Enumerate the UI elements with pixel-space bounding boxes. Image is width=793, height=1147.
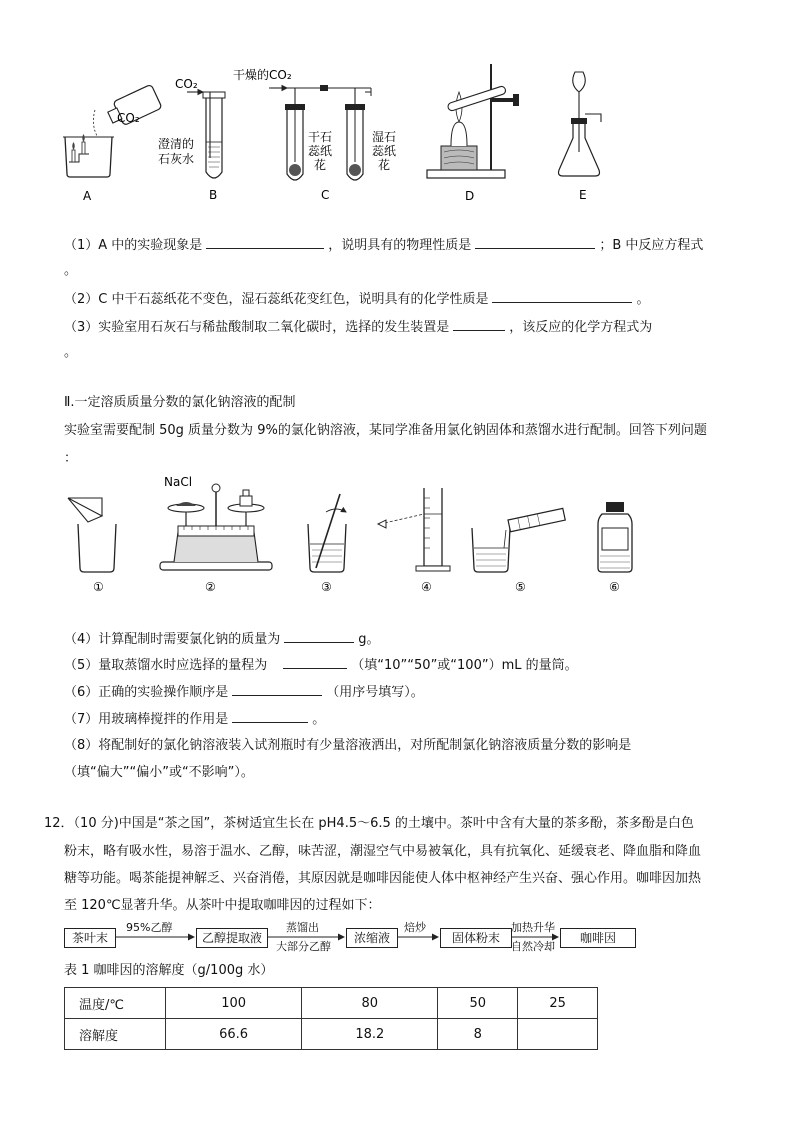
answer-blank-1b[interactable] bbox=[475, 235, 595, 249]
step-label-3: ③ bbox=[321, 580, 332, 594]
q12-line3: 糖等功能。喝茶能提神解乏、兴奋消倦，其原因就是咖啡因能使人体中枢神经产生兴奋、强心作用。咖啡因加热 bbox=[64, 871, 702, 886]
step-3-stirring bbox=[308, 494, 346, 572]
flow-arrow-4-label-bottom: 自然冷却 bbox=[511, 940, 555, 953]
table-cell: 25 bbox=[518, 988, 598, 1019]
step-2-balance bbox=[160, 484, 272, 570]
svg-text:蕊: 蕊 bbox=[372, 144, 385, 158]
table-cell: 温度/℃ bbox=[65, 988, 166, 1019]
table-cell: 8 bbox=[438, 1019, 518, 1050]
question-5: （5）量取蒸馏水时应选择的量程为 （填“10”“50”或“100”）mL 的量筒。 bbox=[64, 655, 578, 675]
table-cell: 80 bbox=[302, 988, 438, 1019]
co2-label-a: CO₂ bbox=[117, 111, 140, 125]
table-caption: 表 1 咖啡因的溶解度（g/100g 水） bbox=[64, 963, 274, 978]
table-row bbox=[65, 1019, 598, 1050]
table-cell: 溶解度 bbox=[65, 1019, 166, 1050]
table-cell: 100 bbox=[166, 988, 302, 1019]
flow-box-tea-powder: 茶叶末 bbox=[64, 928, 116, 948]
question-8-line2: （填“偏大”“偏小”或“不影响”）。 bbox=[64, 765, 254, 780]
apparatus-a bbox=[63, 84, 162, 177]
dry-flower-label bbox=[308, 130, 332, 172]
table-row bbox=[65, 988, 598, 1019]
question-3: （3）实验室用石灰石与稀盐酸制取二氧化碳时，选择的发生装置是 ，该反应的化学方程式为 bbox=[64, 317, 652, 337]
table-cell-empty[interactable] bbox=[518, 1019, 598, 1050]
step-label-4: ④ bbox=[421, 580, 432, 594]
part2-heading: Ⅱ.一定溶质质量分数的氯化钠溶液的配制 bbox=[64, 395, 296, 410]
svg-text:湿: 湿 bbox=[372, 130, 385, 144]
question-4: （4）计算配制时需要氯化钠的质量为 g。 bbox=[64, 629, 380, 649]
step-label-2: ② bbox=[205, 580, 216, 594]
limewater-label-2: 石灰水 bbox=[158, 152, 195, 166]
apparatus-e bbox=[559, 72, 602, 176]
step-label-1: ① bbox=[93, 580, 104, 594]
q12-line2: 粉末，略有吸水性，易溶于温水、乙醇，味苦涩，潮湿空气中易被氧化，具有抗氧化、延缓衰老、降血脂和降血 bbox=[64, 844, 702, 859]
flow-arrows bbox=[0, 915, 793, 955]
svg-text:石: 石 bbox=[320, 130, 333, 144]
svg-text:纸: 纸 bbox=[384, 144, 397, 158]
nacl-label: NaCl bbox=[164, 475, 193, 489]
caption-b: B bbox=[209, 188, 218, 202]
step-label-6: ⑥ bbox=[609, 580, 620, 594]
svg-text:干: 干 bbox=[308, 130, 321, 144]
answer-blank-7[interactable] bbox=[232, 709, 308, 723]
flow-arrow-2-label-bottom: 大部分乙醇 bbox=[276, 940, 331, 953]
question-8-line1: （8）将配制好的氯化钠溶液装入试剂瓶时有少量溶液洒出，对所配制氯化钠溶液质量分数的影响是 bbox=[64, 738, 632, 753]
caption-c: C bbox=[321, 188, 330, 202]
apparatus-figure-nacl bbox=[60, 468, 650, 600]
step-6-bottle bbox=[598, 502, 632, 572]
limewater-label-1: 澄清的 bbox=[158, 137, 195, 151]
apparatus-d bbox=[427, 64, 519, 178]
answer-blank-2[interactable] bbox=[492, 289, 632, 303]
caption-e: E bbox=[579, 188, 587, 202]
apparatus-figure-co2 bbox=[55, 62, 615, 212]
table-cell: 18.2 bbox=[302, 1019, 438, 1050]
q12-number: 12． bbox=[44, 816, 74, 831]
question-2: （2）C 中干石蕊纸花不变色，湿石蕊纸花变红色，说明具有的化学性质是 。 bbox=[64, 289, 650, 309]
flow-arrow-4-label-top: 加热升华 bbox=[511, 921, 555, 934]
step-1-beaker bbox=[68, 498, 116, 572]
svg-text:蕊: 蕊 bbox=[308, 144, 321, 158]
step-4-cylinder bbox=[378, 488, 450, 571]
question-3-tail: 。 bbox=[64, 345, 78, 360]
question-6: （6）正确的实验操作顺序是 （用序号填写）。 bbox=[64, 682, 424, 702]
dry-co2-label: 干燥的CO₂ bbox=[233, 68, 292, 82]
caption-d: D bbox=[465, 189, 475, 203]
answer-blank-3[interactable] bbox=[453, 317, 505, 331]
part2-intro: 实验室需要配制 50g 质量分数为 9%的氯化钠溶液，某同学准备用氯化钠固体和蒸馏水进行配制。回答下列问题 bbox=[64, 423, 707, 438]
question-7: （7）用玻璃棒搅拌的作用是 。 bbox=[64, 709, 325, 729]
co2-label-b: CO₂ bbox=[175, 77, 198, 91]
answer-blank-6[interactable] bbox=[232, 682, 322, 696]
question-1: （1）A 中的实验现象是 ，说明具有的物理性质是 ；B 中反应方程式 bbox=[64, 235, 703, 255]
step-label-5: ⑤ bbox=[515, 580, 526, 594]
caption-a: A bbox=[83, 189, 92, 203]
svg-text:花: 花 bbox=[378, 158, 391, 172]
table-cell: 50 bbox=[438, 988, 518, 1019]
svg-text:纸: 纸 bbox=[320, 144, 333, 158]
flow-box-caffeine: 咖啡因 bbox=[560, 928, 636, 948]
flow-box-concentrate: 浓缩液 bbox=[346, 928, 398, 948]
step-5-pouring bbox=[472, 508, 565, 572]
svg-text:花: 花 bbox=[314, 158, 327, 172]
flow-arrow-2-label-top: 蒸馏出 bbox=[286, 921, 319, 934]
flow-box-ethanol-extract: 乙醇提取液 bbox=[196, 928, 268, 948]
flow-arrow-3-label: 焙炒 bbox=[404, 921, 426, 934]
q12-line4: 至 120℃显著升华。从茶叶中提取咖啡因的过程如下： bbox=[64, 898, 381, 913]
flow-arrow-1-label: 95%乙醇 bbox=[126, 921, 173, 934]
answer-blank-4[interactable] bbox=[284, 629, 354, 643]
answer-blank-1a[interactable] bbox=[206, 235, 324, 249]
question-1-tail: 。 bbox=[64, 263, 78, 278]
part2-intro-tail: ： bbox=[64, 451, 78, 466]
answer-blank-5[interactable] bbox=[283, 655, 347, 669]
flow-box-solid-powder: 固体粉末 bbox=[440, 928, 512, 948]
table-cell: 66.6 bbox=[166, 1019, 302, 1050]
wet-flower-label bbox=[372, 130, 396, 172]
svg-text:石: 石 bbox=[384, 130, 397, 144]
q12-line1: 12．（10 分)中国是“茶之国”，茶树适宜生长在 pH4.5～6.5 的土壤中。茶叶中含有大量的茶多酚，茶多酚是白色 bbox=[44, 816, 694, 831]
solubility-table bbox=[64, 987, 598, 1050]
